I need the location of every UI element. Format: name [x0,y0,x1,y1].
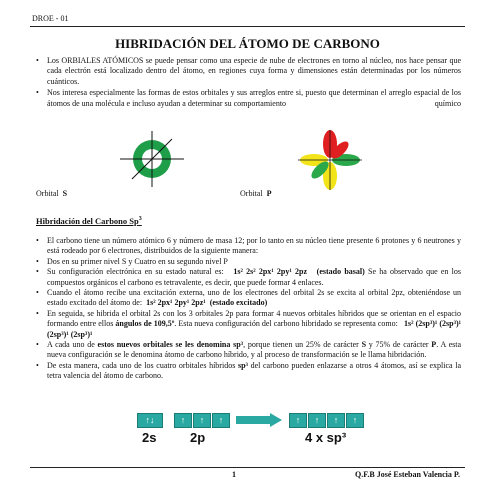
bullet-5: • En seguida, se hibrida el orbital 2s con los 3 orbitales 2p para formar 4 nuevos orbitales híbridos que se orientan en el espacio formando entre ellos ángulos de 109,5º. Esta nueva configuración del carbono hibridado se representa como: 1s² (2sp³)¹ (2sp³)¹ (2sp³)¹ (2sp³)¹ [36,309,461,340]
document-code: DROE - 01 [32,14,69,23]
footer-divider [30,467,465,468]
label-2s: 2s [142,430,157,445]
box-2p-1: ↑ [174,413,192,428]
box-2p-2: ↑ [193,413,211,428]
header-divider [30,26,465,27]
page-number: 1 [232,470,236,479]
intro-paragraph-1: • Los ORBIALES ATÓMICOS se puede pensar como una especie de nube de electrones en torno al núcleo, nos hace pensar que cada electrón está localizado dentro del átomo, en regiones cuya forma y dimensiones están determinadas por los números cuánticos. [36,56,461,87]
intro-section [36,56,461,109]
label-2p: 2p [190,430,206,445]
orbital-p-figure [298,130,362,190]
bullet-3: • Su configuración electrónica en su estado natural es: 1s² 2s² 2px¹ 2py¹ 2pz (estado basal) Se ha observado que en los compuestos orgánicos el carbono es tetravalente, es decir, que puede formar 4 enlaces. [36,267,461,288]
intro-paragraph-2-text: Nos interesa especialmente las formas de estos orbitales y sus arreglos entre si, puesto que determinan el arreglo espacial de los átomos de una molécula e incluso ayudan a determinar su comportamiento [47,88,461,108]
bullet-4: • Cuando el átomo recibe una excitación externa, uno de los electrones del orbital 2s se excita al orbital 2pz, obteniéndose un estado excitado del átomo de: 1s² 2px¹ 2py¹ 2pz¹ (estado excitado) [36,288,461,309]
footer-author: Q.F.B José Esteban Valencia P. [355,470,460,479]
box-2p-3: ↑ [212,413,230,428]
orbital-p-caption: Orbital P [240,189,272,198]
main-section [36,236,461,382]
orbital-s-caption: Orbital S [36,189,68,198]
section-title: Hibridación del Carbono Sp$^3$ [36,216,142,226]
orbital-s-figure [118,130,186,188]
bullet-6: • A cada uno de estos nuevos orbitales se les denomina sp³, porque tienen un 25% de carácter S y 75% de carácter P. A esta nueva configuración se le denomina átomo de carbono híbrido, y al proceso de transformación se le llama hibridación. [36,340,461,361]
orbital-box-diagram [0,413,495,453]
intro-paragraph-2 [36,88,461,109]
box-sp3-3: ↑ [327,413,345,428]
bullet-1: • El carbono tiene un número atómico 6 y número de masa 12; por lo tanto en su núcleo tiene presente 6 protones y 6 neutrones y está rodeado por 6 electrones, distribuidos de la siguiente manera: [36,236,461,257]
intro-paragraph-2-end: químico [434,98,461,108]
bullet-2: • Dos en su primer nivel S y Cuatro en su segundo nivel P [36,257,461,267]
arrow-right-icon [236,413,282,427]
bullet-7: • De esta manera, cada uno de los cuatro orbitales híbridos sp³ del carbono pueden enlazarse a otros 4 átomos, así se explica la tetra valencia del átomo de carbono. [36,361,461,382]
box-sp3-2: ↑ [308,413,326,428]
box-sp3-1: ↑ [289,413,307,428]
page-title: HIBRIDACIÓN DEL ÁTOMO DE CARBONO [115,36,380,51]
box-sp3-4: ↑ [346,413,364,428]
box-2s: ↑↓ [137,413,163,428]
label-sp3: 4 x sp³ [305,430,347,445]
